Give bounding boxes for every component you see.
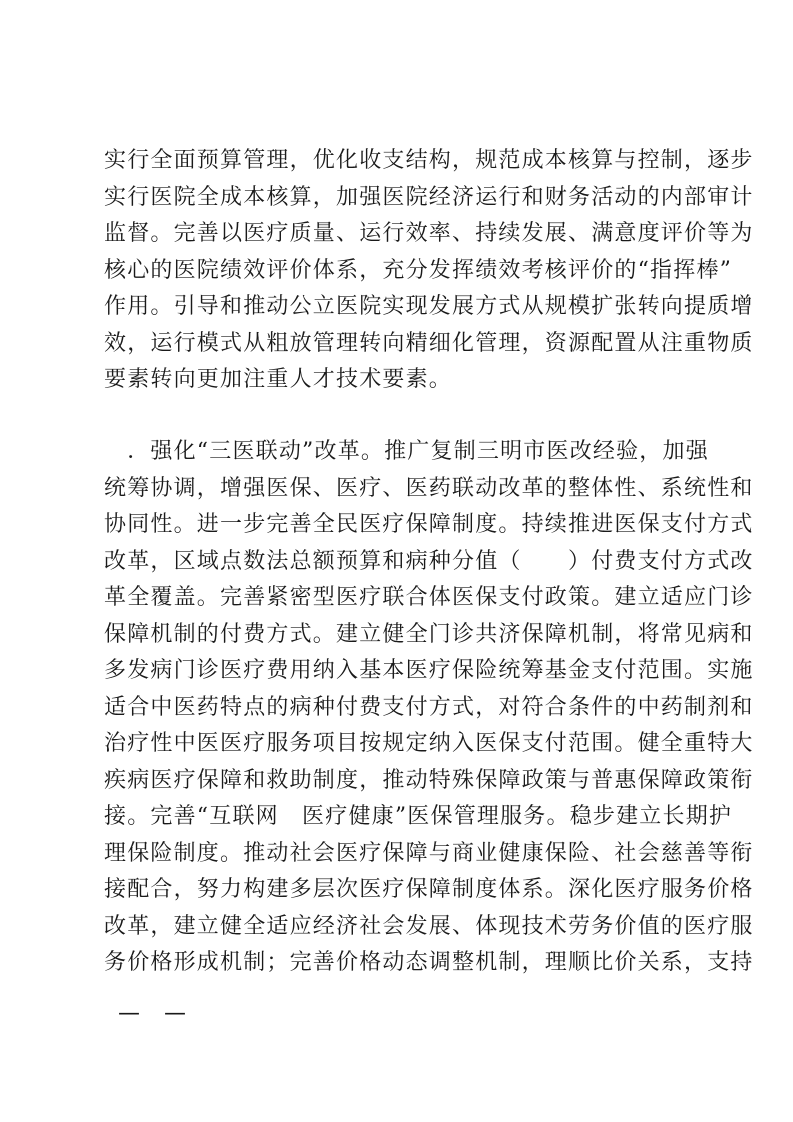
text-line: 实行医院全成本核算，加强医院经济运行和财务活动的内部审计 xyxy=(104,184,754,210)
text-line: 协同性。进一步完善全民医疗保障制度。持续推进医保支付方式 xyxy=(104,512,754,537)
text-line: 疾病医疗保障和救助制度，推动特殊保障政策与普惠保障政策衔 xyxy=(104,767,754,793)
text-line: 接。完善“互联网 医疗健康”医保管理服务。稳步建立长期护 xyxy=(104,804,733,829)
text-line: 改革，建立健全适应经济社会发展、体现技术劳务价值的医疗服 xyxy=(104,913,754,939)
text-line: 要素转向更加注重人才技术要素。 xyxy=(104,367,453,392)
text-line: 治疗性中医医疗服务项目按规定纳入医保支付范围。健全重特大 xyxy=(104,731,754,756)
paragraph-three-medical-linkage xyxy=(104,434,754,982)
text-line: 革全覆盖。完善紧密型医疗联合体医保支付政策。建立适应门诊 xyxy=(104,585,754,610)
text-line: 理保险制度。推动社会医疗保障与商业健康保险、社会慈善等衔 xyxy=(104,840,754,866)
text-line: 实行全面预算管理，优化收支结构，规范成本核算与控制，逐步 xyxy=(104,148,754,173)
text-line: 监督。完善以医疗质量、运行效率、持续发展、满意度评价等为 xyxy=(104,221,754,246)
text-line: 适合中医药特点的病种付费支付方式，对符合条件的中药制剂和 xyxy=(104,694,754,720)
text-line: ．强化“三医联动”改革。推广复制三明市医改经验，加强 xyxy=(104,439,709,464)
paragraph-budget-management xyxy=(104,143,754,399)
text-line: 保障机制的付费方式。建立健全门诊共济保障机制，将常见病和 xyxy=(104,621,754,647)
text-line: 多发病门诊医疗费用纳入基本医疗保险统筹基金支付范围。实施 xyxy=(104,658,754,683)
text-line: 统筹协调，增强医保、医疗、医药联动改革的整体性、系统性和 xyxy=(104,475,754,501)
text-line: 务价格形成机制；完善价格动态调整机制，理顺比价关系，支持 xyxy=(104,950,754,975)
text-line: 接配合，努力构建多层次医疗保障制度体系。深化医疗服务价格 xyxy=(104,877,754,902)
text-line: 作用。引导和推动公立医院实现发展方式从规模扩张转向提质增 xyxy=(104,294,754,319)
text-line: 效，运行模式从粗放管理转向精细化管理，资源配置从注重物质 xyxy=(104,330,754,356)
page-number-marker: —— xyxy=(118,1001,210,1026)
text-line: 改革，区域点数法总额预算和病种分值（ ）付费支付方式改 xyxy=(104,548,754,574)
text-line: 核心的医院绩效评价体系，充分发挥绩效考核评价的“指挥棒” xyxy=(104,257,733,283)
